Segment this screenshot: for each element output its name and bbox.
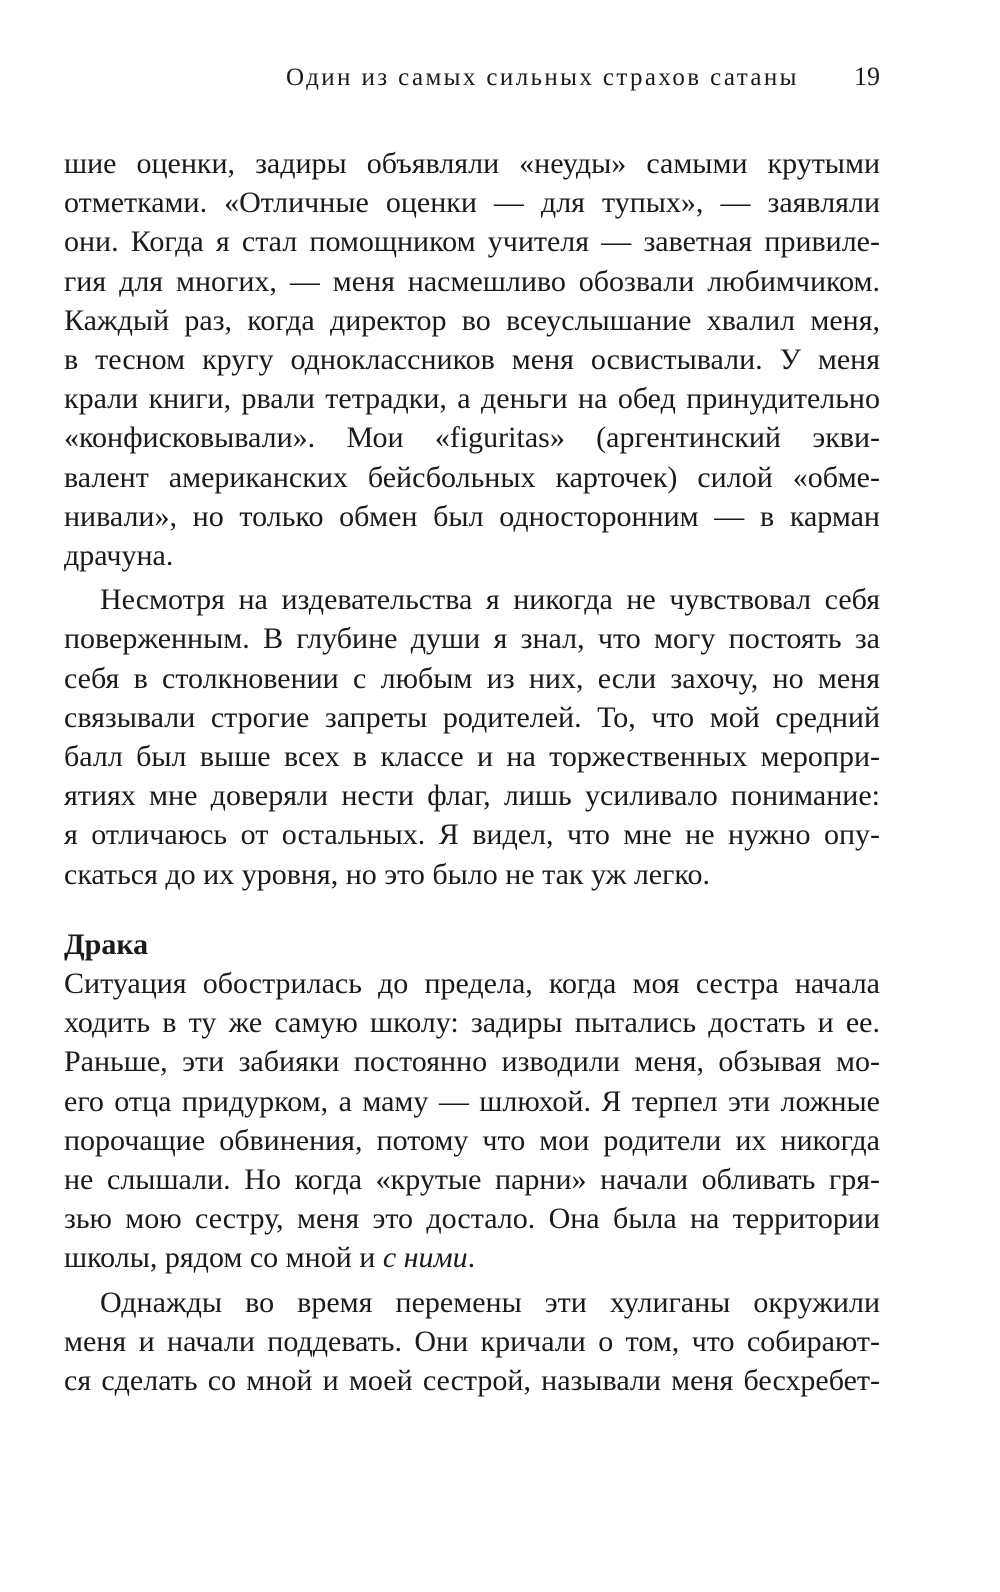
running-title: Один из самых сильных страхов сатаны (286, 64, 799, 91)
text-line: валент американских бейсбольных карточек) силой «обме- (64, 460, 880, 494)
text-line: «конфисковывали». Мои «figuritas» (аргентинский экви- (64, 421, 880, 455)
body-text (64, 144, 880, 1400)
text-line: драчуна. (64, 539, 174, 573)
running-head (286, 62, 880, 102)
paragraph-3 (64, 964, 880, 1278)
text-line: ходить в ту же самую школу: задиры пытались достать и ее. (64, 1006, 880, 1040)
italic-text: с ними (382, 1241, 468, 1275)
text-line: зью мою сестру, меня это достало. Она была на территории (64, 1202, 880, 1236)
text-line: нивали», но только обмен был односторонним — в карман (64, 499, 880, 533)
text-line: Раньше, эти забияки постоянно изводили меня, обзывая мо- (64, 1045, 880, 1079)
text-line (64, 1238, 880, 1277)
text-line: Несмотря на издевательства я никогда не чувствовал себя (100, 583, 880, 617)
paragraph-2 (64, 580, 880, 894)
text-run: школы, рядом со мной и (64, 1241, 383, 1275)
text-line: Ситуация обострилась до предела, когда моя сестра начала (64, 967, 880, 1001)
text-line: ятиях мне доверяли нести флаг, лишь усиливало понимание: (64, 779, 880, 813)
text-run: . (467, 1241, 476, 1275)
page-number: 19 (854, 62, 880, 91)
text-line: связывали строгие запреты родителей. То, что мой средний (64, 700, 880, 734)
text-line: шие оценки, задиры объявляли «неуды» самыми крутыми (64, 147, 880, 180)
text-line: меня и начали поддевать. Они кричали о том, что собирают- (64, 1324, 880, 1358)
text-line: Каждый раз, когда директор во всеуслышание хвалил меня, (64, 303, 880, 337)
paragraph-4 (64, 1283, 880, 1401)
text-line: я отличаюсь от остальных. Я видел, что мне не нужно опу- (64, 818, 880, 852)
text-line: его отца придурком, а маму — шлюхой. Я терпел эти ложные (64, 1084, 880, 1118)
text-line: крали книги, рвали тетрадки, а деньги на обед принудительно (64, 382, 880, 416)
text-line: порочащие обвинения, потому что мои родители их никогда (64, 1123, 880, 1157)
text-line: балл был выше всех в классе и на торжественных меропри- (64, 740, 880, 774)
text-line: Однажды во время перемены эти хулиганы окружили (100, 1285, 880, 1319)
text-line: ся сделать со мной и моей сестрой, называли меня бесхребет- (64, 1364, 880, 1398)
text-line: гия для многих, — меня насмешливо обозвали любимчиком. (64, 264, 880, 298)
text-line: не слышали. Но когда «крутые парни» начали обливать гря- (64, 1163, 880, 1197)
paragraph-1 (64, 144, 880, 575)
text-line: скаться до их уровня, но это было не так уж легко. (64, 857, 710, 891)
text-line: отметками. «Отличные оценки — для тупых», — заявляли (64, 186, 880, 220)
section-heading: Драка (64, 927, 149, 961)
text-line: они. Когда я стал помощником учителя — заветная привиле- (64, 225, 880, 259)
text-line: себя в столкновении с любым из них, если захочу, но меня (64, 661, 880, 695)
text-line: поверженным. В глубине души я знал, что могу постоять за (64, 622, 880, 656)
text-line: в тесном кругу одноклассников меня освистывали. У меня (64, 343, 880, 377)
